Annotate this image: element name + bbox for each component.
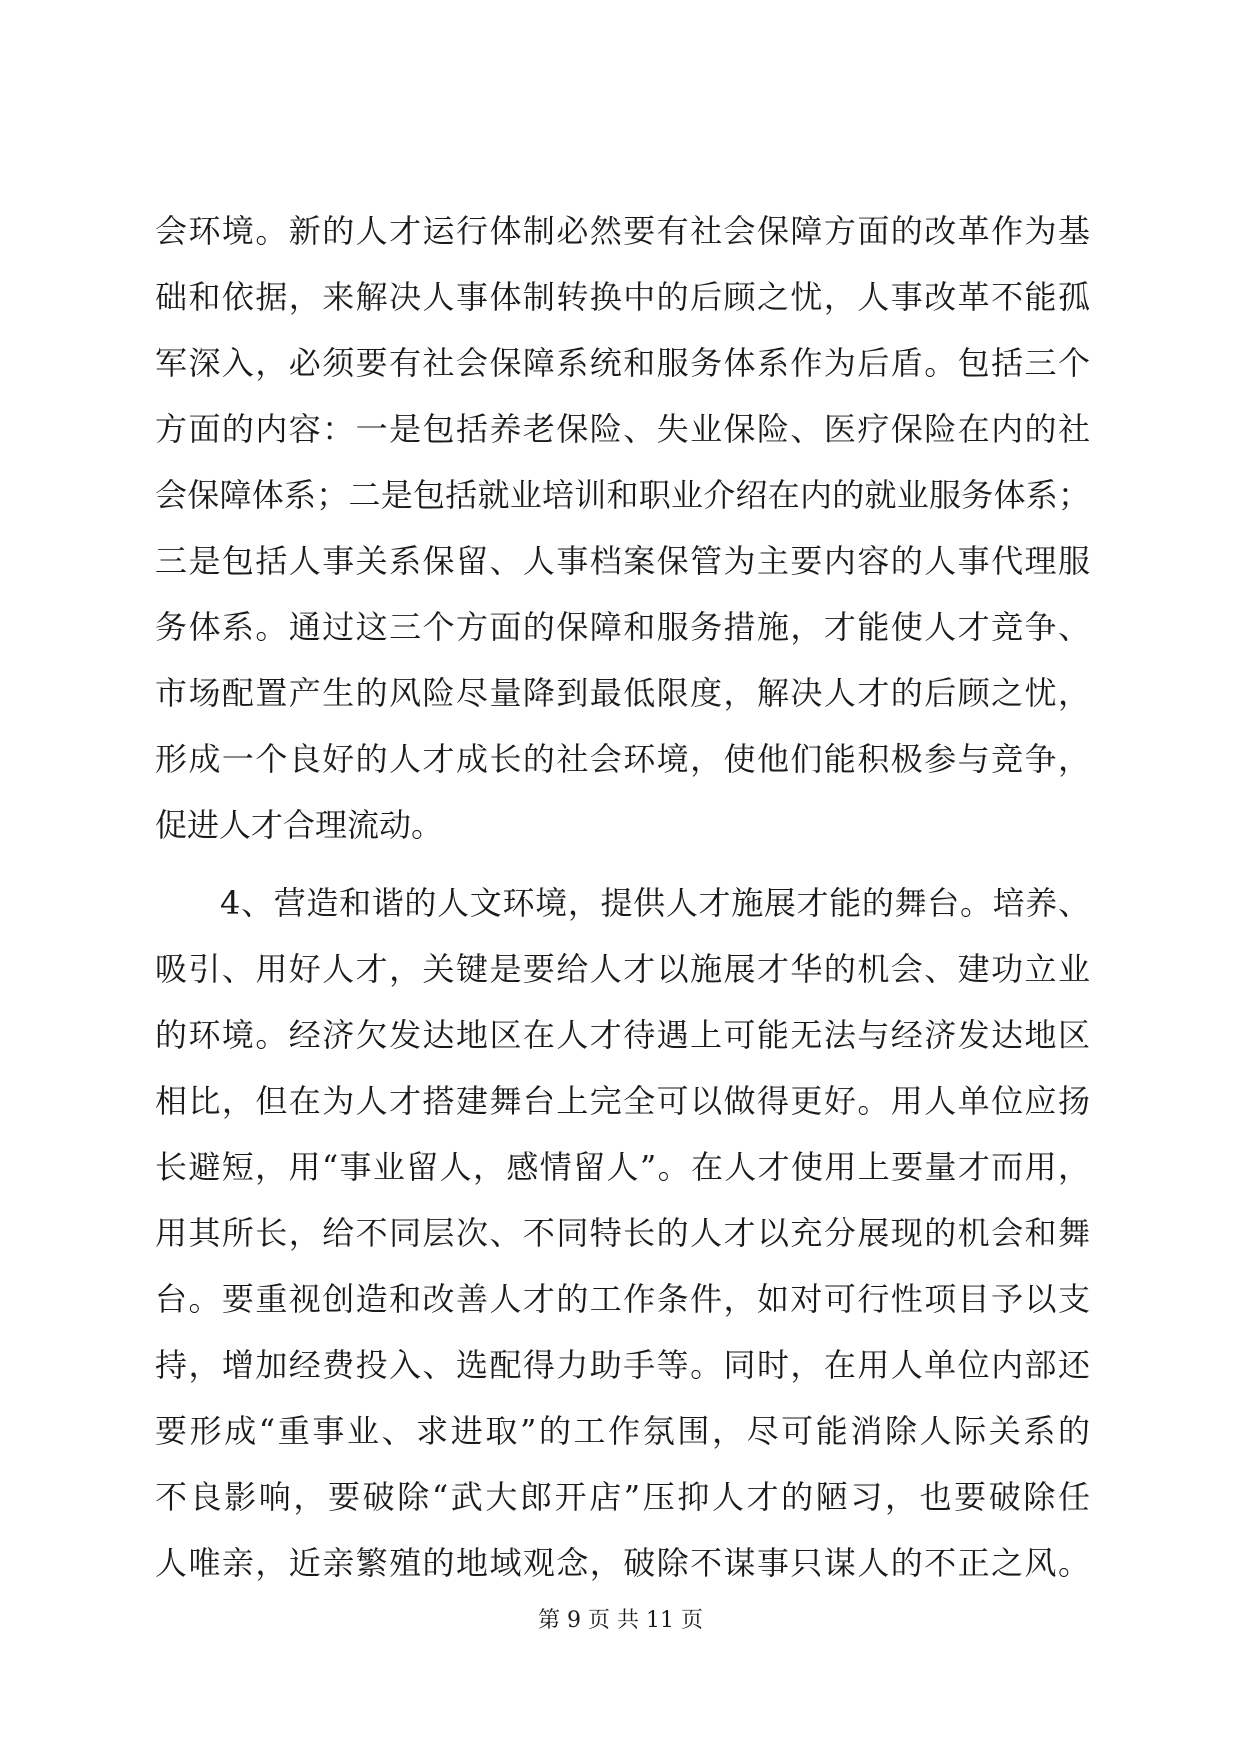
paragraph-line: 相比，但在为人才搭建舞台上完全可以做得更好。用人单位应扬 [155,1082,1090,1120]
paragraph-line: 会保障体系；二是包括就业培训和职业介绍在内的就业服务体系； [155,476,1090,514]
paragraph-line: 不良影响，要破除“武大郎开店”压抑人才的陋习，也要破除任 [155,1478,1090,1516]
paragraph-line: 用其所长，给不同层次、不同特长的人才以充分展现的机会和舞 [155,1214,1090,1252]
paragraph-line: 形成一个良好的人才成长的社会环境，使他们能积极参与竞争， [155,740,1090,778]
paragraph-line: 军深入，必须要有社会保障系统和服务体系作为后盾。包括三个 [155,344,1090,382]
paragraph-line: 要形成“重事业、求进取”的工作氛围，尽可能消除人际关系的 [155,1412,1090,1450]
paragraph-line: 础和依据，来解决人事体制转换中的后顾之忧，人事改革不能孤 [155,278,1090,316]
paragraph-line: 持，增加经费投入、选配得力助手等。同时，在用人单位内部还 [155,1346,1090,1384]
paragraph-line: 的环境。经济欠发达地区在人才待遇上可能无法与经济发达地区 [155,1016,1090,1054]
paragraph-line: 长避短，用“事业留人，感情留人”。在人才使用上要量才而用， [155,1148,1090,1186]
paragraph-line: 台。要重视创造和改善人才的工作条件，如对可行性项目予以支 [155,1280,1090,1318]
paragraph-line: 吸引、用好人才，关键是要给人才以施展才华的机会、建功立业 [155,950,1090,988]
paragraph-line: 4、营造和谐的人文环境，提供人才施展才能的舞台。培养、 [220,884,1090,922]
paragraph-line: 务体系。通过这三个方面的保障和服务措施，才能使人才竞争、 [155,608,1090,646]
paragraph-line: 会环境。新的人才运行体制必然要有社会保障方面的改革作为基 [155,212,1090,250]
paragraph-line: 促进人才合理流动。 [155,806,444,844]
paragraph-line: 市场配置产生的风险尽量降到最低限度，解决人才的后顾之忧， [155,674,1090,712]
paragraph-line: 人唯亲，近亲繁殖的地域观念，破除不谋事只谋人的不正之风。 [155,1544,1090,1582]
page-number-footer: 第 9 页 共 11 页 [538,1608,703,1633]
paragraph-line: 三是包括人事关系保留、人事档案保管为主要内容的人事代理服 [155,542,1090,580]
paragraph-line: 方面的内容：一是包括养老保险、失业保险、医疗保险在内的社 [155,410,1090,448]
